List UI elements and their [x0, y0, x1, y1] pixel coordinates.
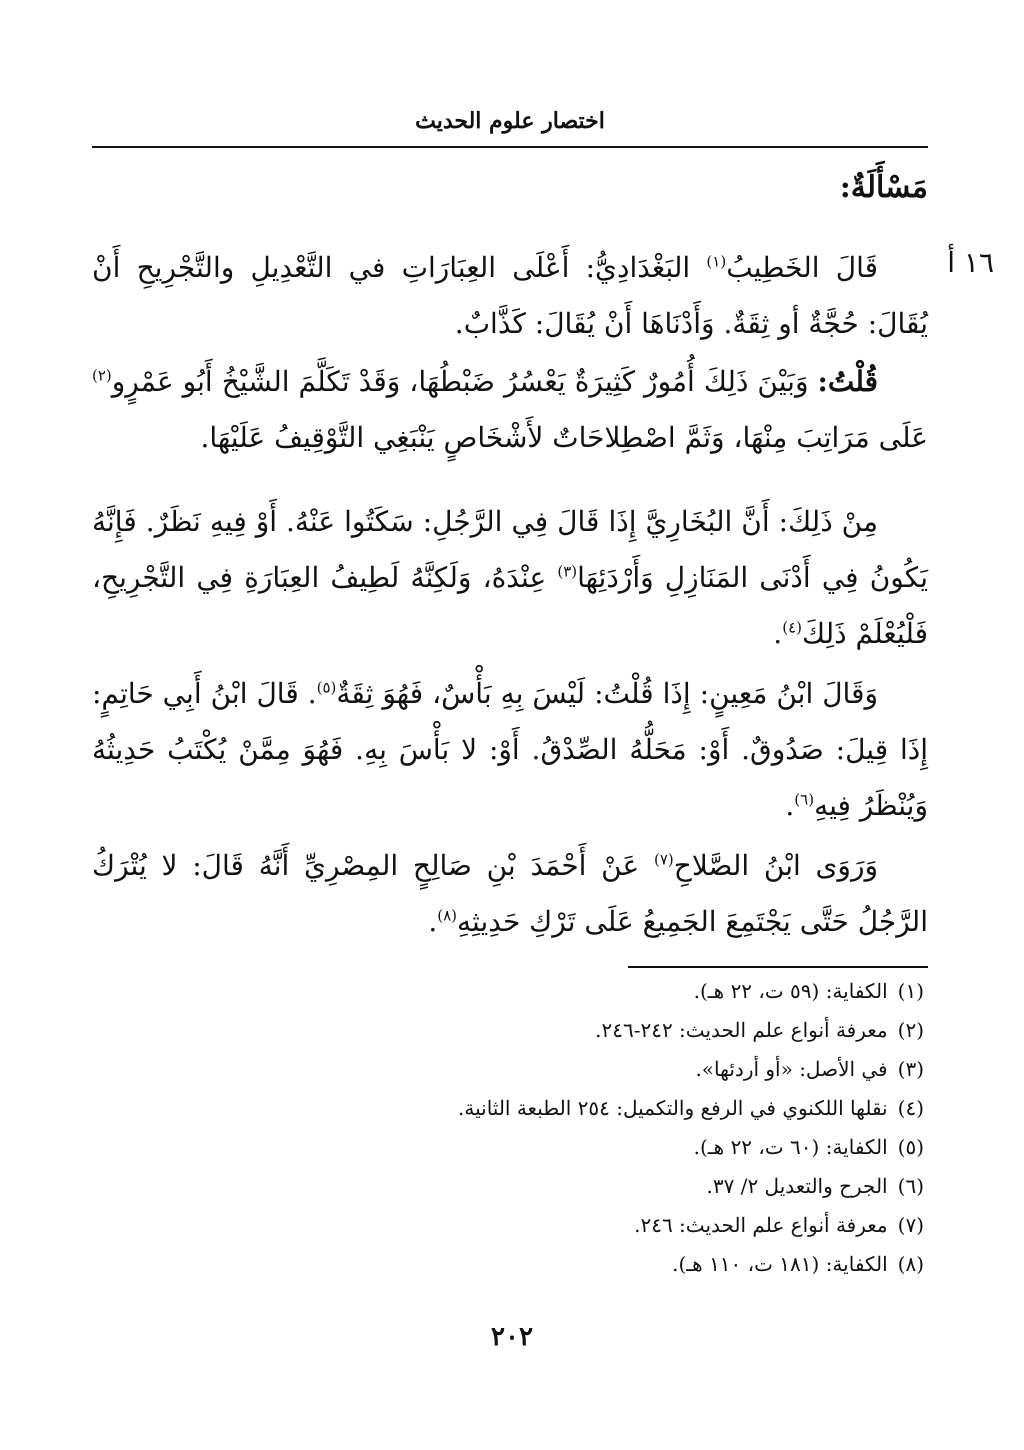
footnote-ref: (٧) [653, 850, 674, 869]
header-rule [92, 146, 928, 148]
footnote-text: معرفة أنواع علم الحديث: ٢٤٦. [634, 1213, 888, 1237]
footnote-ref: (٥) [316, 678, 337, 697]
paragraph-text [92, 838, 928, 950]
footnote-number: (٦) [897, 1174, 924, 1198]
footnote-number: (٣) [897, 1057, 924, 1081]
footnote-ref: (٦) [794, 790, 815, 809]
footnote-item [104, 1089, 924, 1128]
footnote-item [104, 1050, 924, 1089]
paragraph-text [92, 240, 928, 352]
footnote-number: (٥) [897, 1135, 924, 1159]
section-heading: مَسْأَلَةٌ: [839, 170, 928, 205]
footnote-ref: (٨) [437, 906, 457, 925]
footnote-item [104, 1245, 924, 1284]
footnote-number: (٤) [897, 1096, 924, 1120]
page-number: ٢٠٢ [491, 1322, 533, 1352]
footnote-text: الكفاية: (٥٩ ت، ٢٢ هـ). [693, 979, 888, 1003]
footnote-ref: (٤) [782, 618, 802, 637]
footnote-ref: (١) [706, 252, 727, 271]
text-segment: عَلَى مَرَاتِبَ مِنْهَا، وَثَمَّ اصْطِلاحَاتٌ لأَشْخَاصٍ يَنْبَغِي التَّوْقِيفُ عَلَيْهَا. [200, 421, 928, 454]
footnote-number: (١) [897, 979, 924, 1003]
text-segment: . [773, 617, 783, 650]
footnote-rule [628, 966, 928, 968]
text-segment: . [428, 905, 438, 938]
footnote-number: (٨) [897, 1252, 924, 1276]
footnote-item [104, 1128, 924, 1167]
footnote-text: الكفاية: (١٨١ ت، ١١٠ هـ). [672, 1252, 888, 1276]
footnote-item [104, 1206, 924, 1245]
footnote-item [104, 972, 924, 1011]
paragraph [92, 240, 928, 352]
paragraph-text [92, 666, 928, 834]
qultu-marker: قُلْتُ: [817, 365, 878, 398]
paragraph [92, 666, 928, 834]
text-segment: وَقَالَ ابْنُ مَعِينٍ: إِذَا قُلْتُ: لَيْسَ بِهِ بَأْسٌ، فَهُوَ ثِقَةٌ [336, 677, 878, 710]
footnote-text: الجرح والتعديل ٢/ ٣٧. [706, 1174, 888, 1198]
footnote-text: معرفة أنواع علم الحديث: ٢٤٢-٢٤٦. [595, 1018, 888, 1042]
footnote-text: في الأصل: «أو أردئها». [695, 1057, 888, 1081]
text-segment: عِنْدَهُ، وَلَكِنَّهُ لَطِيفُ العِبَارَةِ فِي التَّجْرِيحِ، فَلْيُعْلَمْ ذَلِكَ [92, 561, 928, 650]
paragraph-text [92, 354, 928, 466]
footnote-ref: (٢) [92, 366, 112, 385]
text-segment: . [785, 789, 795, 822]
text-segment: البَغْدَادِيُّ: أَعْلَى العِبَارَاتِ في التَّعْدِيلِ والتَّجْرِيحِ أَنْ يُقَالَ: حُجَّةٌ أو ثِقَةٌ. وَأَدْنَاهَا أَنْ يُقَالَ: كَذَّابٌ. [92, 251, 928, 340]
footnote-text: نقلها اللكنوي في الرفع والتكميل: ٢٥٤ الطبعة الثانية. [458, 1096, 888, 1120]
text-segment: وَبَيْنَ ذَلِكَ أُمُورٌ كَثِيرَةٌ يَعْسُرُ ضَبْطُهَا، وَقَدْ تَكَلَّمَ الشَّيْخُ أَبُو عَمْرٍو [111, 365, 818, 398]
text-segment: قَالَ الخَطِيبُ [726, 251, 878, 284]
footnote-text: الكفاية: (٦٠ ت، ٢٢ هـ). [693, 1135, 888, 1159]
paragraph-text [92, 494, 928, 662]
text-segment: مِنْ ذَلِكَ: أَنَّ البُخَارِيَّ إِذَا قَالَ فِي الرَّجُلِ: سَكَتُوا عَنْهُ. أَوْ فِيهِ نَظَرٌ. فَإِنَّهُ يَكُونُ فِي أَدْنَى المَنَازِلِ وَأَرْدَئِهَا [92, 505, 928, 594]
text-segment: وَرَوَى ابْنُ الصَّلاحِ [673, 849, 878, 882]
paragraph [92, 354, 928, 466]
footnote-number: (٢) [897, 1018, 924, 1042]
footnote-number: (٧) [897, 1213, 924, 1237]
footnote-item [104, 1167, 924, 1206]
text-segment: . قَالَ ابْنُ أَبِي حَاتِمٍ: إِذَا قِيلَ: صَدُوقٌ. أَوْ: مَحَلُّهُ الصِّدْقُ. أَوْ: لا بَأْسَ بِهِ. فَهُوَ مِمَّنْ يُكْتَبُ حَدِيثُهُ وَيُنْظَرُ فِيهِ [92, 677, 929, 822]
footnote-item [104, 1011, 924, 1050]
manuscript-margin-note: ١٦ أ [947, 246, 994, 279]
text-segment: عَنْ أَحْمَدَ بْنِ صَالِحٍ المِصْرِيِّ أَنَّهُ قَالَ: لا يُتْرَكُ الرَّجُلُ حَتَّى يَجْتَمِعَ الجَمِيعُ عَلَى تَرْكِ حَدِيثِهِ [92, 849, 928, 938]
paragraph [92, 838, 928, 950]
paragraph [92, 494, 928, 662]
footnote-ref: (٣) [557, 562, 578, 581]
footnotes-list [104, 972, 924, 1284]
running-header: اختصار علوم الحديث [415, 108, 605, 134]
